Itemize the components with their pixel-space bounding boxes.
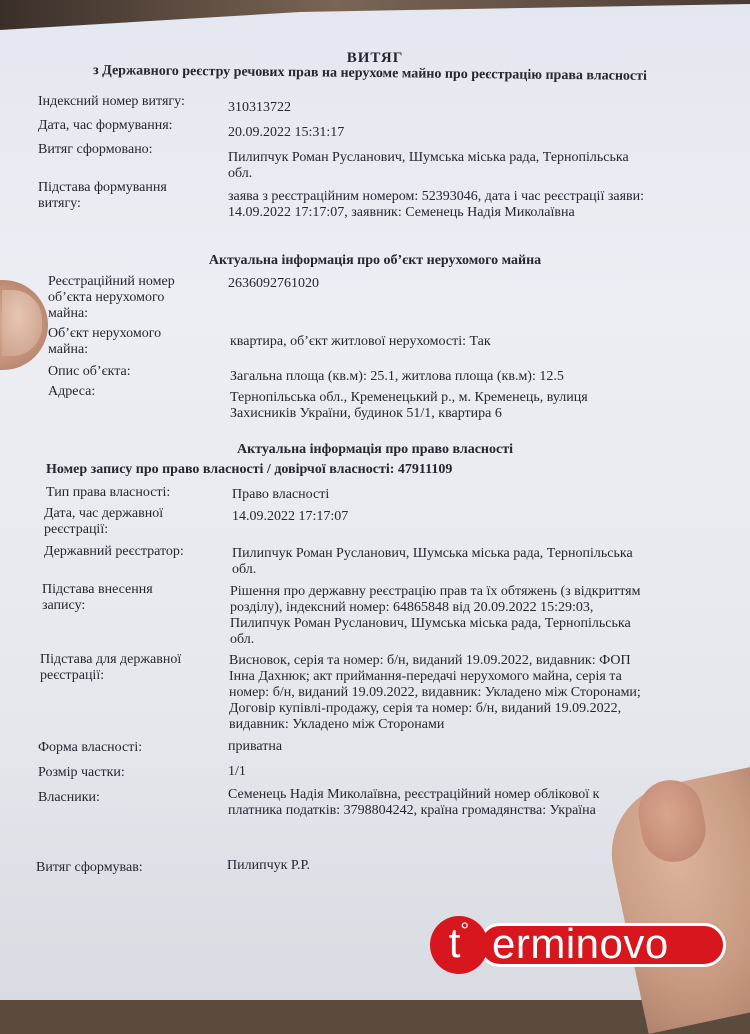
- terminovo-logo: [430, 916, 730, 974]
- field-value: Рішення про державну реєстрацію прав та їх обтяжень (з відкриттям розділу), індексний номер: 64865848 від 20.09.2022 15:29:03, Пилипчук Роман Русланович, Шумська міська рада, Тернопільська обл.: [230, 584, 641, 647]
- field-value: Загальна площа (кв.м): 25.1, житлова площа (кв.м): 12.5: [230, 369, 564, 384]
- field-label: Форма власності:: [38, 740, 143, 755]
- field-label: Дата, час державної реєстрації:: [44, 506, 164, 537]
- footer-label: Витяг сформував:: [36, 860, 143, 875]
- logo-circle: [430, 916, 488, 974]
- field-value: приватна: [228, 739, 283, 754]
- field-value: 2636092761020: [228, 276, 319, 291]
- field-label: Підстава формування витягу:: [38, 180, 167, 211]
- field-value: 20.09.2022 15:31:17: [228, 125, 345, 140]
- field-label: Індексний номер витягу:: [38, 94, 185, 109]
- object-section-title: Актуальна інформація про об’єкт нерухомого майна: [208, 253, 542, 268]
- logo-wordmark: erminovo: [492, 920, 669, 967]
- field-label: Дата, час формування:: [38, 118, 173, 133]
- field-label: Тип права власності:: [46, 485, 171, 500]
- field-value: 310313722: [228, 100, 291, 115]
- record-number: Номер запису про право власності / довірчої власності: 47911109: [46, 462, 453, 477]
- field-label: Підстава внесення запису:: [42, 582, 153, 613]
- field-value: Семенець Надія Миколаївна, реєстраційний номер облікової к платника податків: 3798804242, країна громадянства: Україна: [228, 787, 600, 818]
- document-title: ВИТЯГ: [346, 50, 404, 66]
- field-label: Підстава для державної реєстрації:: [40, 652, 182, 683]
- logo-letter: t: [448, 919, 461, 966]
- field-value: Пилипчук Роман Русланович, Шумська міська рада, Тернопільська обл.: [232, 546, 633, 577]
- field-value: 1/1: [228, 764, 246, 779]
- field-value: 14.09.2022 17:17:07: [232, 509, 349, 524]
- field-label: Об’єкт нерухомого майна:: [48, 326, 162, 357]
- field-label: Адреса:: [48, 384, 96, 399]
- ownership-section-title: Актуальна інформація про право власності: [237, 442, 513, 457]
- field-value: Висновок, серія та номер: б/н, виданий 19.09.2022, видавник: ФОП Інна Дахнюк; акт приймання-передачі нерухомого майна, серія та номер: б/н, виданий 19.09.2022, видавник: Укладено між Сторонами; Договір купівлі-продажу, серія та номер: б/н, виданий 19.09.2022, видавник: Укладено між Сторонами: [229, 653, 641, 732]
- logo-degree: °: [460, 918, 470, 943]
- field-value: заява з реєстраційним номером: 52393046, дата і час реєстрації заяви: 14.09.2022 17:17:07, заявник: Семенець Надія Миколаївна: [228, 189, 645, 220]
- document-subtitle: з Державного реєстру речових прав на нерухоме майно про реєстрацію права власності: [93, 63, 647, 84]
- field-label: Розмір частки:: [38, 765, 125, 780]
- field-value: Тернопільська обл., Кременецький р., м. Кременець, вулиця Захисників України, будинок 51/1, квартира 6: [230, 390, 588, 421]
- field-label: Витяг сформовано:: [38, 142, 153, 157]
- footer-value: Пилипчук Р.Р.: [227, 858, 310, 873]
- field-value: Пилипчук Роман Русланович, Шумська міська рада, Тернопільська обл.: [228, 150, 629, 181]
- field-label: Державний реєстратор:: [44, 544, 184, 559]
- field-label: Власники:: [38, 790, 100, 805]
- field-value: квартира, об’єкт житлової нерухомості: Так: [230, 334, 491, 349]
- field-value: Право власності: [232, 487, 330, 502]
- field-label: Реєстраційний номер об’єкта нерухомого майна:: [48, 274, 175, 321]
- field-label: Опис об’єкта:: [48, 364, 131, 379]
